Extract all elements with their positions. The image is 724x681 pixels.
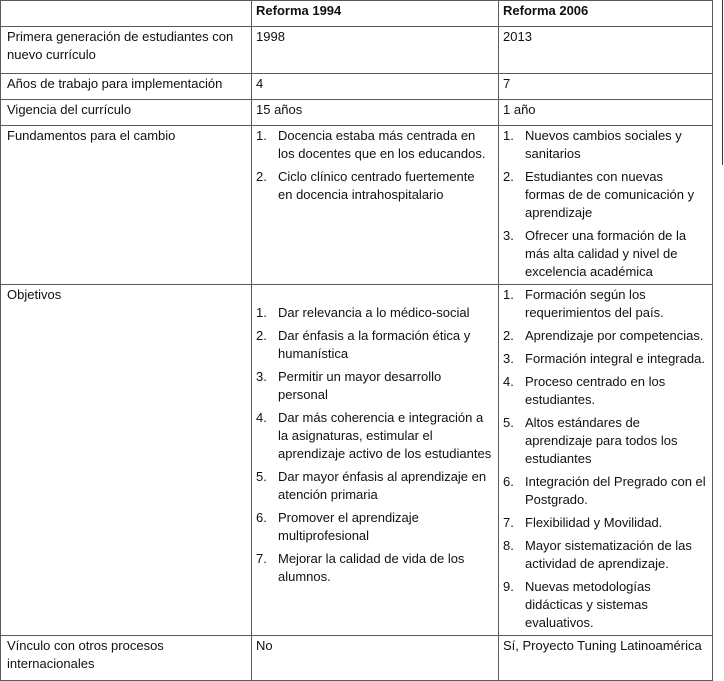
- list-item: [503, 578, 706, 632]
- row-objetivos: [1, 285, 713, 636]
- list-item-number: 1.: [503, 128, 514, 143]
- list-item-text: Dar más coherencia e integración a la asignaturas, estimular el aprendizaje activo de los estudiantes: [278, 410, 492, 461]
- list-item-number: 5.: [503, 415, 514, 430]
- cell-2006: 2013: [499, 27, 713, 74]
- cell-1994: [252, 285, 499, 636]
- cell-2006: 7: [499, 74, 713, 100]
- list-item-text: Mejorar la calidad de vida de los alumnos.: [278, 551, 465, 584]
- list-item-text: Dar relevancia a lo médico-social: [278, 305, 470, 320]
- list-item: [503, 227, 706, 281]
- list-item: [503, 414, 706, 468]
- list-objetivos-2006: [503, 286, 706, 632]
- list-item-number: 6.: [503, 474, 514, 489]
- list-item-number: 7.: [503, 515, 514, 530]
- list-item: [256, 409, 492, 463]
- list-item: [503, 537, 706, 573]
- row-vigencia: [1, 100, 713, 126]
- list-item-number: 8.: [503, 538, 514, 553]
- cell-2006: [499, 285, 713, 636]
- list-item-text: Ofrecer una formación de la más alta calidad y nivel de excelencia académica: [525, 228, 687, 279]
- list-item-text: Formación según los requerimientos del país.: [525, 287, 664, 320]
- list-item-number: 1.: [256, 305, 267, 320]
- list-item-number: 1.: [256, 128, 267, 143]
- list-item: [256, 168, 492, 204]
- list-item: [256, 550, 492, 586]
- cell-2006: 1 año: [499, 100, 713, 126]
- list-item-text: Dar mayor énfasis al aprendizaje en atención primaria: [278, 469, 487, 502]
- list-item-number: 2.: [256, 328, 267, 343]
- list-item-text: Permitir un mayor desarrollo personal: [278, 369, 442, 402]
- list-fundamentos-2006: [503, 127, 706, 281]
- list-item-number: 4.: [256, 410, 267, 425]
- list-item-text: Docencia estaba más centrada en los docentes que en los educandos.: [278, 128, 486, 161]
- list-item-text: Flexibilidad y Movilidad.: [525, 515, 663, 530]
- header-reforma-1994: Reforma 1994: [252, 1, 499, 27]
- row-label: Vigencia del currículo: [1, 100, 252, 126]
- spacer: [256, 286, 492, 304]
- edge-line: [722, 0, 723, 165]
- list-item: [503, 514, 706, 532]
- row-label: Objetivos: [1, 285, 252, 636]
- list-item: [503, 350, 706, 368]
- list-item-number: 2.: [503, 328, 514, 343]
- list-item: [503, 473, 706, 509]
- cell-1994: No: [252, 636, 499, 681]
- list-item-number: 5.: [256, 469, 267, 484]
- header-row: [1, 1, 713, 27]
- list-item-number: 3.: [256, 369, 267, 384]
- list-item-text: Altos estándares de aprendizaje para todos los estudiantes: [525, 415, 678, 466]
- list-item-text: Mayor sistematización de las actividad de aprendizaje.: [525, 538, 692, 571]
- cell-2006: Sí, Proyecto Tuning Latinoamérica: [499, 636, 713, 681]
- list-item-text: Dar énfasis a la formación ética y humanística: [278, 328, 471, 361]
- list-item: [503, 127, 706, 163]
- list-item-number: 3.: [503, 228, 514, 243]
- row-fundamentos: [1, 126, 713, 285]
- list-fundamentos-1994: [256, 127, 492, 204]
- list-item: [256, 468, 492, 504]
- row-vinculo: [1, 636, 713, 681]
- row-primera-generacion: [1, 27, 713, 74]
- cell-1994: 4: [252, 74, 499, 100]
- list-objetivos-1994: [256, 304, 492, 586]
- list-item-text: Nuevos cambios sociales y sanitarios: [525, 128, 682, 161]
- list-item: [503, 286, 706, 322]
- list-item-number: 2.: [256, 169, 267, 184]
- list-item-text: Aprendizaje por competencias.: [525, 328, 704, 343]
- header-blank: [1, 1, 252, 27]
- list-item: [503, 327, 706, 345]
- row-label: Fundamentos para el cambio: [1, 126, 252, 285]
- list-item-number: 6.: [256, 510, 267, 525]
- list-item: [503, 168, 706, 222]
- header-reforma-2006: Reforma 2006: [499, 1, 713, 27]
- row-label: Primera generación de estudiantes con nuevo currículo: [1, 27, 252, 74]
- list-item: [256, 368, 492, 404]
- cell-1994: [252, 126, 499, 285]
- list-item-number: 4.: [503, 374, 514, 389]
- list-item: [256, 127, 492, 163]
- list-item-text: Promover el aprendizaje multiprofesional: [278, 510, 419, 543]
- row-label: Vínculo con otros procesos internacionales: [1, 636, 252, 681]
- list-item: [256, 327, 492, 363]
- list-item-text: Nuevas metodologías didácticas y sistemas evaluativos.: [525, 579, 651, 630]
- list-item-text: Proceso centrado en los estudiantes.: [525, 374, 666, 407]
- row-anos-trabajo: [1, 74, 713, 100]
- list-item: [256, 509, 492, 545]
- list-item-number: 2.: [503, 169, 514, 184]
- list-item: [503, 373, 706, 409]
- cell-1994: 15 años: [252, 100, 499, 126]
- list-item-text: Ciclo clínico centrado fuertemente en docencia intrahospitalario: [278, 169, 475, 202]
- cell-2006: [499, 126, 713, 285]
- row-label: Años de trabajo para implementación: [1, 74, 252, 100]
- list-item: [256, 304, 492, 322]
- list-item-number: 9.: [503, 579, 514, 594]
- list-item-number: 7.: [256, 551, 267, 566]
- list-item-number: 3.: [503, 351, 514, 366]
- cell-1994: 1998: [252, 27, 499, 74]
- list-item-text: Estudiantes con nuevas formas de de comunicación y aprendizaje: [525, 169, 695, 220]
- list-item-number: 1.: [503, 287, 514, 302]
- list-item-text: Integración del Pregrado con el Postgrado.: [525, 474, 706, 507]
- list-item-text: Formación integral e integrada.: [525, 351, 705, 366]
